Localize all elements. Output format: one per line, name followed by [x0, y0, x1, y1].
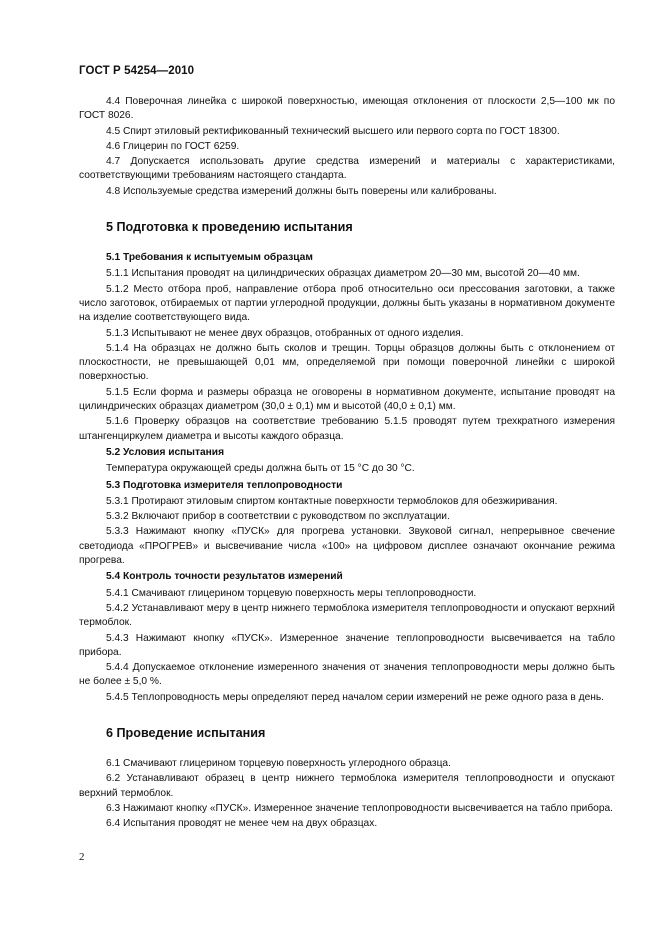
paragraph-6-2: 6.2 Устанавливают образец в центр нижнего термоблока измерителя теплопроводности и опускают верхний термоблок. — [79, 773, 615, 799]
paragraph-4-5: 4.5 Спирт этиловый ректификованный технический высшего или первого сорта по ГОСТ 18300. — [106, 125, 560, 137]
paragraph-5-1-2: 5.1.2 Место отбора проб, направление отбора проб относительно оси прессования заготовки, а также число заготовок, отбираемых от партии углеродной продукции, должны быть указаны в нормативном документе на изделие соответствующего вида. — [79, 283, 615, 324]
paragraph-5-1-3: 5.1.3 Испытывают не менее двух образцов, отобранных от одного изделия. — [106, 327, 464, 339]
document-header: ГОСТ Р 54254—2010 — [79, 65, 195, 77]
subsection-heading-5-4: 5.4 Контроль точности результатов измерений — [106, 571, 343, 583]
paragraph-5-3-1: 5.3.1 Протирают этиловым спиртом контактные поверхности термоблоков для обезжиривания. — [106, 495, 558, 507]
paragraph-6-3: 6.3 Нажимают кнопку «ПУСК». Измеренное значение теплопроводности высвечивается на табло прибора. — [106, 802, 613, 814]
paragraph-5-3-3: 5.3.3 Нажимают кнопку «ПУСК» для прогрева установки. Звуковой сигнал, непрерывное свечение светодиода «ПРОГРЕВ» и высвечивание числа «100» на цифровом дисплее означают окончание режима прогрева. — [79, 526, 615, 567]
paragraph-5-2-text: Температура окружающей среды должна быть от 15 °С до 30 °С. — [106, 463, 415, 475]
paragraph-5-1-6: 5.1.6 Проверку образцов на соответствие требованию 5.1.5 проводят путем трехкратного измерения штангенциркулем диаметра и высоты каждого образца. — [79, 416, 615, 442]
paragraph-5-1-1: 5.1.1 Испытания проводят на цилиндрических образцах диаметром 20—30 мм, высотой 20—40 мм. — [106, 268, 580, 280]
paragraph-5-4-3: 5.4.3 Нажимают кнопку «ПУСК». Измеренное значение теплопроводности высвечивается на табло прибора. — [79, 632, 615, 658]
paragraph-5-4-4: 5.4.4 Допускаемое отклонение измеренного значения от значения теплопроводности меры должно быть не более ± 5,0 %. — [79, 662, 615, 688]
page-number: 2 — [79, 851, 85, 863]
document-body — [79, 95, 615, 832]
paragraph-5-4-1: 5.4.1 Смачивают глицерином торцевую поверхность меры теплопроводности. — [106, 587, 477, 599]
paragraph-5-3-2: 5.3.2 Включают прибор в соответствии с руководством по эксплуатации. — [106, 511, 450, 523]
paragraph-4-8: 4.8 Используемые средства измерений должны быть поверены или калиброваны. — [106, 185, 497, 197]
paragraph-4-7: 4.7 Допускается использовать другие средства измерений и материалы с характеристиками, соответствующими требованиям настоящего стандарта. — [79, 156, 615, 182]
subsection-heading-5-2: 5.2 Условия испытания — [106, 446, 225, 458]
subsection-heading-5-3: 5.3 Подготовка измерителя теплопроводности — [106, 479, 343, 491]
paragraph-6-4: 6.4 Испытания проводят не менее чем на двух образцах. — [106, 818, 378, 830]
paragraph-5-4-5: 5.4.5 Теплопроводность меры определяют перед началом серии измерений не реже одного раза в день. — [106, 691, 605, 703]
paragraph-6-1: 6.1 Смачивают глицерином торцевую поверхность углеродного образца. — [106, 757, 451, 769]
paragraph-4-6: 4.6 Глицерин по ГОСТ 6259. — [106, 140, 240, 152]
paragraph-5-4-2: 5.4.2 Устанавливают меру в центр нижнего термоблока измерителя теплопроводности и опускают верхний термоблок. — [79, 602, 615, 629]
paragraph-5-1-4: 5.1.4 На образцах не должно быть сколов и трещин. Торцы образцов должны быть с отклонением от плоскостности, не превышающей 0,01 мм, определяемой при помощи поверочной линейки с широкой поверхностью. — [79, 342, 615, 383]
paragraph-4-4: 4.4 Поверочная линейка с широкой поверхностью, имеющая отклонения от плоскости 2,5—100 мк по ГОСТ 8026. — [79, 96, 615, 122]
section-heading-6: 6 Проведение испытания — [106, 725, 266, 740]
subsection-heading-5-1: 5.1 Требования к испытуемым образцам — [106, 252, 313, 264]
paragraph-5-1-5: 5.1.5 Если форма и размеры образца не оговорены в нормативном документе, испытание проводят на цилиндрических образцах диаметром (30,0 ± 0,1) мм и высотой (40,0 ± 0,1) мм. — [79, 386, 615, 413]
section-heading-5: 5 Подготовка к проведению испытания — [106, 220, 353, 235]
